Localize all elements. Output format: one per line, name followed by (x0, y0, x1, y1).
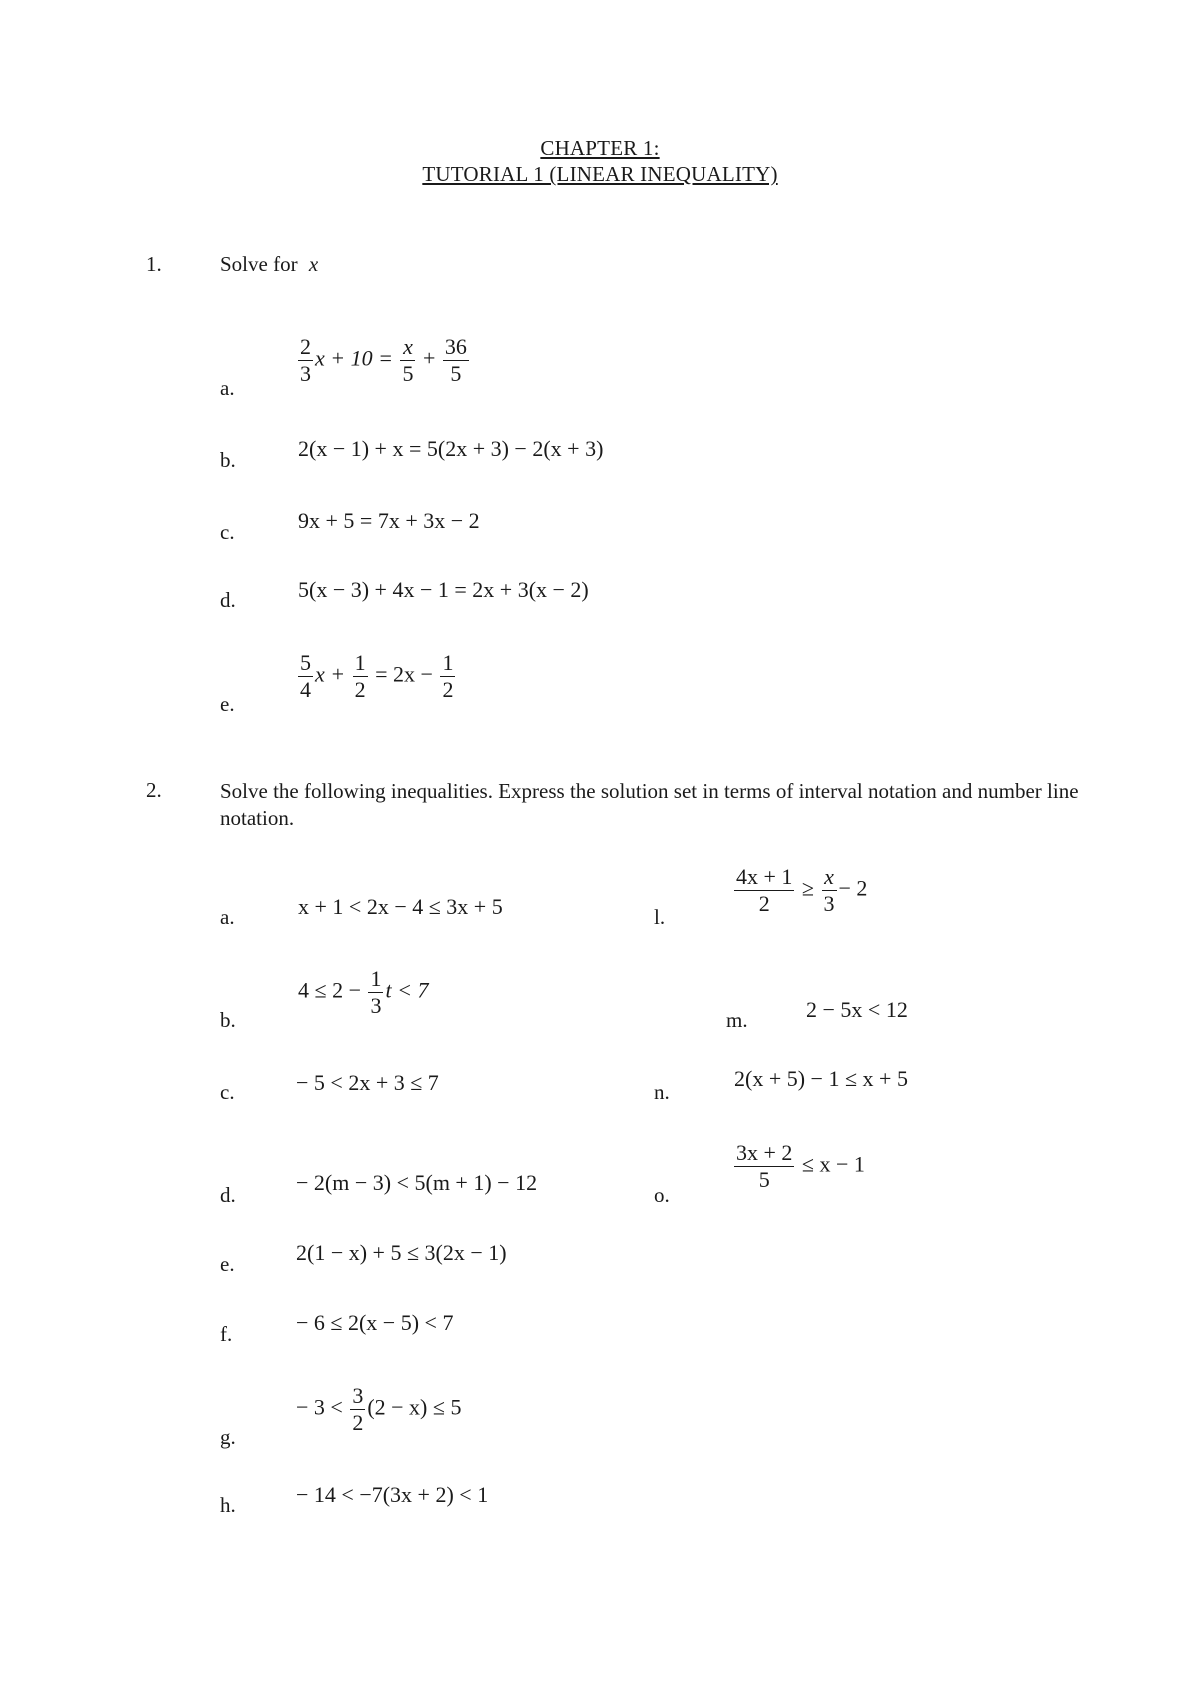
q2-number: 2. (146, 778, 162, 802)
expr-part: x + 10 = (315, 345, 393, 371)
q1a-label: a. (220, 376, 235, 400)
q1-instruction (220, 252, 318, 277)
denominator: 3 (370, 993, 382, 1018)
q2c-label: c. (220, 1080, 235, 1104)
q2e-inequality: 2(1 − x) + 5 ≤ 3(2x − 1) (296, 1240, 507, 1265)
denominator: 2 (354, 677, 366, 702)
numerator: x (400, 334, 415, 361)
numerator: 3 (352, 1383, 364, 1408)
plus-sign: + (422, 345, 436, 371)
numerator: 2 (300, 334, 311, 359)
q2n-inequality: 2(x + 5) − 1 ≤ x + 5 (734, 1066, 908, 1091)
q2o-label: o. (654, 1183, 670, 1207)
expr-part: (2 − x) ≤ 5 (367, 1394, 462, 1420)
expr-part: ≤ x − 1 (801, 1151, 865, 1177)
expr-part: = 2x − (375, 661, 433, 687)
q1e-equation (296, 650, 457, 703)
q2d-label: d. (220, 1183, 236, 1207)
q2-instruction: Solve the following inequalities. Express the solution set in terms of interval notation and number line notation. (220, 779, 1079, 830)
q1-instruction-text: Solve for (220, 252, 298, 276)
fraction (368, 966, 383, 1019)
q2h-label: h. (220, 1493, 236, 1517)
q2a-inequality: x + 1 < 2x − 4 ≤ 3x + 5 (298, 894, 503, 919)
q1c-equation: 9x + 5 = 7x + 3x − 2 (298, 508, 480, 533)
q2f-label: f. (220, 1322, 233, 1346)
q2m-label: m. (726, 1008, 748, 1032)
expr-part: − 2 (838, 875, 868, 901)
q1e-label: e. (220, 692, 235, 716)
fraction (298, 334, 313, 387)
q2c-inequality: − 5 < 2x + 3 ≤ 7 (296, 1070, 439, 1095)
q2n-label: n. (654, 1080, 670, 1104)
fraction (822, 864, 837, 917)
q2g-inequality (296, 1383, 461, 1436)
denominator: 2 (442, 677, 454, 702)
denominator: 2 (352, 1410, 364, 1435)
fraction (440, 650, 455, 703)
expr-part: 4 ≤ 2 − (298, 977, 361, 1003)
q2h-inequality: − 14 < −7(3x + 2) < 1 (296, 1482, 489, 1507)
q1-variable: x (308, 252, 319, 276)
numerator: 5 (300, 650, 311, 675)
tutorial-title: TUTORIAL 1 (LINEAR INEQUALITY) (422, 162, 778, 186)
numerator: 3x + 2 (736, 1140, 793, 1165)
q2l-label: l. (654, 905, 666, 929)
q2g-label: g. (220, 1425, 236, 1449)
q2b-label: b. (220, 1008, 236, 1032)
numerator: 1 (370, 966, 382, 991)
fraction (298, 650, 313, 703)
fraction (350, 1383, 365, 1436)
expr-part: x + (315, 661, 346, 687)
fraction (734, 864, 794, 917)
q2e-label: e. (220, 1252, 235, 1276)
fraction (353, 650, 368, 703)
q2f-inequality: − 6 ≤ 2(x − 5) < 7 (296, 1310, 454, 1335)
expr-part: ≥ (801, 875, 814, 901)
q1b-label: b. (220, 448, 236, 472)
denominator: 5 (402, 361, 414, 386)
q1-number: 1. (146, 252, 162, 276)
denominator: 5 (450, 361, 462, 386)
fraction (400, 334, 415, 387)
q2o-inequality (732, 1140, 865, 1193)
numerator: 4x + 1 (736, 864, 793, 889)
q2d-inequality: − 2(m − 3) < 5(m + 1) − 12 (296, 1170, 538, 1195)
numerator: 1 (442, 650, 454, 675)
q2b-inequality (298, 966, 428, 1019)
numerator: 1 (354, 650, 366, 675)
denominator: 3 (823, 891, 835, 916)
numerator: 36 (444, 334, 467, 359)
chapter-heading: CHAPTER 1: (540, 136, 660, 160)
denominator: 5 (758, 1167, 770, 1192)
q1d-label: d. (220, 588, 236, 612)
expr-part: − 3 < (296, 1394, 343, 1420)
q2l-inequality (732, 864, 867, 917)
q1c-label: c. (220, 520, 235, 544)
denominator: 3 (300, 361, 311, 386)
q1a-equation (296, 334, 471, 387)
numerator: x (822, 864, 837, 891)
q1b-equation: 2(x − 1) + x = 5(2x + 3) − 2(x + 3) (298, 436, 604, 461)
q1d-equation: 5(x − 3) + 4x − 1 = 2x + 3(x − 2) (298, 577, 589, 602)
q2m-inequality: 2 − 5x < 12 (806, 997, 908, 1022)
expr-part: t < 7 (385, 977, 429, 1003)
fraction (443, 334, 469, 387)
denominator: 4 (300, 677, 311, 702)
fraction (734, 1140, 794, 1193)
denominator: 2 (758, 891, 770, 916)
q2a-label: a. (220, 905, 235, 929)
